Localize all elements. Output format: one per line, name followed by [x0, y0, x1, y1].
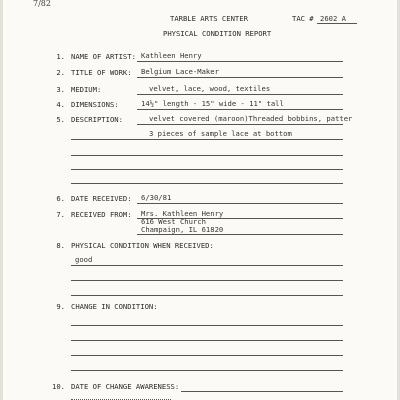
field-2-number: 2.: [56, 68, 65, 77]
received-from-rule-2: [137, 234, 343, 235]
field-7-number: 7.: [56, 210, 65, 219]
condition-value: good: [75, 255, 93, 264]
medium-value: velvet, lace, wood, textiles: [149, 84, 271, 93]
field-3-number: 3.: [56, 85, 65, 94]
change-rule-1: [71, 325, 343, 326]
field-10-number: 10.: [52, 382, 65, 391]
change-label: CHANGE IN CONDITION:: [71, 302, 158, 311]
field-6-number: 6.: [56, 194, 65, 203]
change-rule-2: [71, 340, 343, 341]
received-from-name: Mrs. Kathleen Henry: [141, 209, 224, 218]
dimensions-label: DIMENSIONS:: [71, 100, 119, 109]
artist-value: Kathleen Henry: [141, 51, 202, 60]
received-from-city: Champaign, IL 61820: [141, 225, 224, 234]
condition-label: PHYSICAL CONDITION WHEN RECEIVED:: [71, 241, 214, 250]
work-title-value: Belgium Lace-Maker: [141, 67, 219, 76]
medium-label: MEDIUM:: [71, 85, 102, 94]
description-line-2: 3 pieces of sample lace at bottom: [149, 129, 292, 138]
tac-number-underline: [317, 23, 357, 24]
field-5-number: 5.: [56, 115, 65, 124]
condition-rule-3: [71, 295, 343, 296]
change-rule-3: [71, 355, 343, 356]
condition-report-sheet: [3, 0, 397, 400]
tac-number: 2602 A: [320, 14, 346, 23]
change-date-line: [181, 391, 343, 392]
change-rule-4: [71, 370, 343, 371]
description-rule-3: [71, 155, 343, 156]
description-rule-2: [71, 139, 343, 140]
date-received-value: 6/30/81: [141, 193, 172, 202]
work-title-label: TITLE OF WORK:: [71, 68, 132, 77]
condition-rule-2: [71, 280, 343, 281]
change-date-label: DATE OF CHANGE AWARENESS:: [71, 382, 180, 391]
work-title-line: [137, 77, 343, 78]
description-label: DESCRIPTION:: [71, 115, 123, 124]
description-rule-1: [137, 124, 343, 125]
artist-label: NAME OF ARTIST:: [71, 52, 136, 61]
field-8-number: 8.: [56, 241, 65, 250]
dimensions-line: [137, 109, 343, 110]
condition-rule-1: [71, 265, 343, 266]
field-1-number: 1.: [56, 52, 65, 61]
description-line-1: velvet covered (maroon)Threaded bobbins, patter: [149, 114, 353, 123]
field-9-number: 9.: [56, 302, 65, 311]
tac-label: TAC #: [292, 14, 314, 23]
date-received-label: DATE RECEIVED:: [71, 194, 132, 203]
report-title: PHYSICAL CONDITION REPORT: [163, 29, 272, 38]
dimensions-value: 14½" length - 15" wide - 11" tall: [141, 99, 284, 108]
received-from-street: 616 West Church: [141, 217, 206, 226]
received-from-label: RECEIVED FROM:: [71, 210, 132, 219]
date-received-line: [137, 203, 343, 204]
description-rule-5: [71, 183, 343, 184]
field-4-number: 4.: [56, 100, 65, 109]
artist-line: [137, 61, 343, 62]
description-rule-4: [71, 169, 343, 170]
corner-date: 7/82: [33, 0, 51, 8]
medium-line: [137, 94, 343, 95]
organization-name: TARBLE ARTS CENTER: [170, 14, 248, 23]
